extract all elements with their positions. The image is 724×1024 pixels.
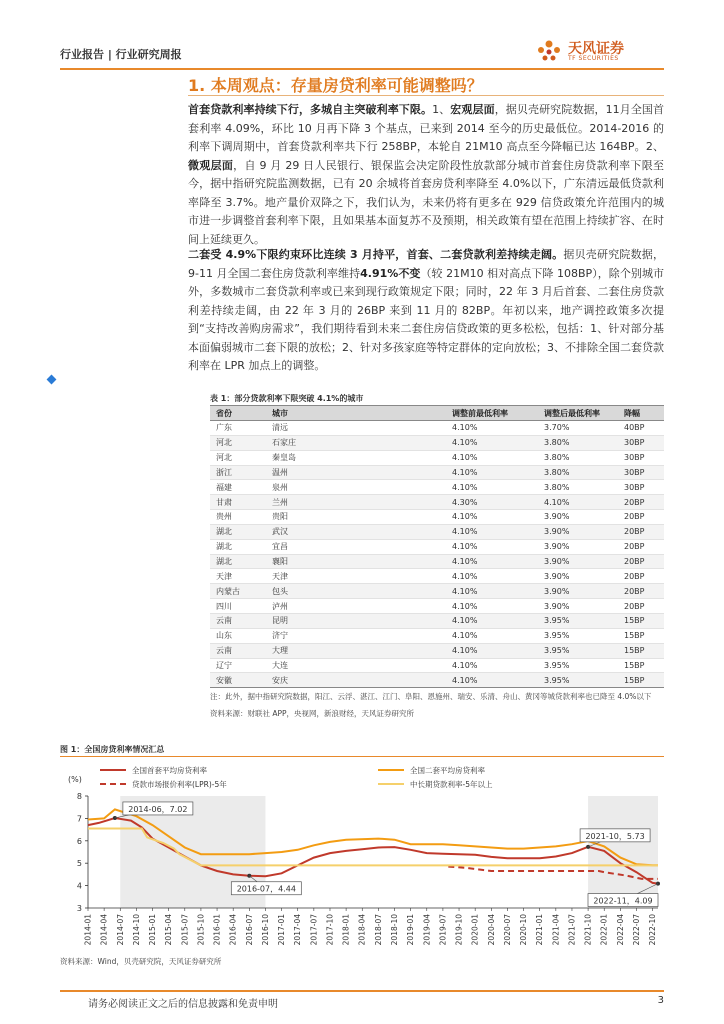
table-cell-province: 湖北	[210, 524, 266, 539]
x-tick-label: 2021-07	[567, 914, 577, 946]
table-cell-rate-before: 4.10%	[446, 480, 538, 495]
table-row	[210, 524, 664, 539]
breadcrumb: 行业报告 | 行业研究周报	[60, 48, 182, 61]
page-number: 3	[657, 995, 664, 1006]
x-tick-label: 2021-04	[551, 914, 561, 946]
table-cell-province: 湖北	[210, 539, 266, 554]
table-cell-rate-drop: 30BP	[618, 435, 664, 450]
table-cell-rate-before: 4.10%	[446, 450, 538, 465]
table-cell-rate-before: 4.10%	[446, 539, 538, 554]
x-tick-label: 2015-04	[164, 914, 174, 946]
para2-lead: 二套受 4.9%下限约束环比连续 3 月持平，首套、二套贷款利差持续走阔。	[188, 248, 564, 261]
table-cell-rate-before: 4.30%	[446, 495, 538, 510]
table-cell-city: 天津	[266, 569, 446, 584]
table-cell-rate-after: 3.80%	[538, 450, 618, 465]
table-cell-province: 甘肃	[210, 495, 266, 510]
shaded-period-1	[588, 796, 658, 908]
table-cell-rate-before: 4.10%	[446, 465, 538, 480]
y-axis-label: (%)	[68, 775, 82, 784]
x-tick-label: 2016-01	[212, 914, 222, 946]
paragraph-first-home-rate	[188, 101, 664, 249]
x-tick-label: 2014-04	[99, 914, 109, 946]
table-header-row	[210, 406, 664, 421]
table-cell-rate-after: 3.90%	[538, 584, 618, 599]
table-cell-city: 昆明	[266, 613, 446, 628]
table-cell-rate-after: 3.70%	[538, 421, 618, 436]
table-cell-city: 贵阳	[266, 510, 446, 525]
table-cell-rate-before: 4.10%	[446, 628, 538, 643]
table-cell-rate-drop: 30BP	[618, 450, 664, 465]
table-cell-rate-drop: 20BP	[618, 524, 664, 539]
x-tick-label: 2014-07	[115, 914, 125, 946]
table-row	[210, 613, 664, 628]
table-cell-rate-drop: 20BP	[618, 495, 664, 510]
page-header	[60, 38, 664, 68]
figure-title: 图 1：全国房贷利率情况汇总	[60, 745, 165, 754]
y-tick-label: 8	[76, 792, 82, 801]
x-tick-label: 2019-04	[422, 914, 432, 946]
table-cell-rate-after: 3.80%	[538, 465, 618, 480]
table-header-before: 调整前最低利率	[446, 406, 538, 421]
table-row	[210, 584, 664, 599]
para1-lead: 首套贷款利率持续下行，多城自主突破利率下限。	[188, 103, 433, 116]
x-tick-label: 2020-04	[486, 914, 496, 946]
table-cell-city: 宜昌	[266, 539, 446, 554]
x-tick-label: 2018-04	[357, 914, 367, 946]
x-tick-label: 2021-10	[583, 914, 593, 946]
footer-divider	[60, 990, 664, 992]
table-cell-rate-after: 3.90%	[538, 510, 618, 525]
figure-source: 资料来源：Wind，贝壳研究院，天风证券研究所	[60, 957, 222, 966]
x-tick-label: 2020-10	[519, 914, 529, 946]
header-divider	[60, 68, 664, 70]
table-row	[210, 495, 664, 510]
para2-body2: （较 21M10 相对高点下降 108BP），除个别城市外，多数城市二套贷款利率或已来到现行政策规定下限；同时，22 年 3 月后首套、二套住房贷款利差持续走阔，由 22 年 3 月的 26BP 来到 11 月的 82BP。年初以来，地产调控政策多次提到“支持改善购房需求”，我们期待看到未来二套住房信贷政策的更多松松，包括：1、针对部分基本面偏弱城市二套下限的放松；2、针对多孩家庭等特定群体的定向放松；3、不排除全国二套贷款利率在 LPR 加点上的调整。	[188, 266, 664, 372]
table-row	[210, 628, 664, 643]
table-cell-rate-drop: 15BP	[618, 613, 664, 628]
table-cell-city: 大连	[266, 658, 446, 673]
table-row	[210, 510, 664, 525]
annotation-label-1: 2016-07，4.44	[236, 884, 296, 894]
table-row	[210, 599, 664, 614]
table-cell-rate-after: 3.95%	[538, 658, 618, 673]
y-tick-label: 3	[76, 904, 82, 913]
logo-icon	[534, 38, 564, 66]
table-row	[210, 450, 664, 465]
table-cell-rate-before: 4.10%	[446, 510, 538, 525]
x-tick-label: 2017-07	[309, 914, 319, 946]
x-tick-label: 2017-10	[325, 914, 335, 946]
table-cell-province: 河北	[210, 435, 266, 450]
diamond-bullet-icon	[47, 375, 57, 385]
x-tick-label: 2017-04	[293, 914, 303, 946]
para1-body1: 1、	[432, 103, 451, 116]
x-tick-label: 2020-01	[470, 914, 480, 946]
x-tick-label: 2015-10	[196, 914, 206, 946]
table-cell-rate-before: 4.10%	[446, 658, 538, 673]
x-tick-label: 2020-07	[502, 914, 512, 946]
x-tick-label: 2018-10	[390, 914, 400, 946]
table-cell-city: 泉州	[266, 480, 446, 495]
annotation-label-3: 2022-11，4.09	[593, 896, 653, 906]
table-cell-province: 辽宁	[210, 658, 266, 673]
table-cell-province: 浙江	[210, 465, 266, 480]
section-title: 1. 本周观点：存量房贷利率可能调整吗？	[188, 76, 483, 95]
table-cell-city: 石家庄	[266, 435, 446, 450]
x-tick-label: 2022-01	[599, 914, 609, 946]
x-tick-label: 2022-07	[631, 914, 641, 946]
table-cell-rate-drop: 15BP	[618, 628, 664, 643]
table-row	[210, 643, 664, 658]
table-cell-rate-after: 3.80%	[538, 480, 618, 495]
table-cell-rate-drop: 15BP	[618, 643, 664, 658]
table-cell-rate-before: 4.10%	[446, 554, 538, 569]
table-title: 表 1：部分贷款利率下限突破 4.1%的城市	[210, 394, 364, 403]
table-cell-rate-drop: 20BP	[618, 539, 664, 554]
table-cell-province: 云南	[210, 613, 266, 628]
table-cell-city: 武汉	[266, 524, 446, 539]
x-tick-label: 2017-01	[277, 914, 287, 946]
y-tick-label: 6	[76, 836, 82, 846]
x-tick-label: 2022-04	[615, 914, 625, 946]
table-cell-city: 泸州	[266, 599, 446, 614]
table-cell-rate-drop: 30BP	[618, 465, 664, 480]
table-cell-rate-drop: 30BP	[618, 480, 664, 495]
table-cell-province: 贵州	[210, 510, 266, 525]
legend-label-0: 全国首套平均房贷利率	[132, 766, 207, 775]
table-cell-rate-after: 3.90%	[538, 569, 618, 584]
mortgage-rate-chart	[60, 760, 664, 954]
table-row	[210, 480, 664, 495]
table-row	[210, 673, 664, 688]
table-cell-province: 湖北	[210, 554, 266, 569]
table-cell-rate-after: 3.90%	[538, 554, 618, 569]
table-row	[210, 421, 664, 436]
table-cell-rate-before: 4.10%	[446, 643, 538, 658]
x-tick-label: 2019-07	[438, 914, 448, 946]
y-tick-label: 5	[76, 859, 82, 869]
section-divider	[188, 95, 664, 96]
table-cell-province: 云南	[210, 643, 266, 658]
table-cell-rate-before: 4.10%	[446, 673, 538, 688]
table-cell-rate-drop: 15BP	[618, 673, 664, 688]
table-cell-rate-after: 4.10%	[538, 495, 618, 510]
figure-divider	[60, 756, 664, 757]
x-tick-label: 2015-07	[180, 914, 190, 946]
table-body	[210, 421, 664, 688]
table-row	[210, 569, 664, 584]
table-cell-rate-after: 3.95%	[538, 673, 618, 688]
x-tick-label: 2016-10	[260, 914, 270, 946]
para1-policy-label: 微观层面	[188, 158, 234, 172]
table-cell-rate-drop: 20BP	[618, 599, 664, 614]
annotation-label-2: 2021-10，5.73	[585, 831, 645, 841]
x-tick-label: 2018-01	[341, 914, 351, 946]
table-cell-rate-drop: 20BP	[618, 554, 664, 569]
table-cell-province: 内蒙古	[210, 584, 266, 599]
x-tick-label: 2014-10	[131, 914, 141, 946]
x-tick-label: 2021-01	[535, 914, 545, 946]
logo-text: 天风证券	[568, 41, 624, 57]
table-cell-city: 大理	[266, 643, 446, 658]
table-row	[210, 658, 664, 673]
table-source: 资料来源：财联社 APP，央视网，新浪财经，天风证券研究所	[210, 709, 415, 719]
table-row	[210, 554, 664, 569]
table-cell-rate-after: 3.90%	[538, 599, 618, 614]
table-note: 注：此外，据中指研究院数据，阳江、云浮、湛江、江门、阜阳、恩施州、瑞安、乐清、舟山、黄冈等城贷款利率也已降至 4.0%以下	[210, 692, 652, 702]
table-cell-rate-before: 4.10%	[446, 584, 538, 599]
table-cell-rate-drop: 20BP	[618, 584, 664, 599]
x-tick-label: 2015-01	[148, 914, 158, 946]
para1-body2: ，据贝壳研究院数据，11月全国首套利率 4.09%，环比 10 月再下降 3 个基点，已来到 2014 至今的历史最低位。2014-2016 的利率下调周期中，首套贷款利率共下行 258BP，本轮自 21M10 高点至今降幅已达 164BP。2、	[188, 103, 665, 153]
annotation-marker-2	[586, 845, 590, 849]
x-tick-label: 2016-07	[244, 914, 254, 946]
para2-rate-highlight: 4.91%不变	[360, 266, 421, 280]
table-cell-rate-before: 4.10%	[446, 421, 538, 436]
table-cell-city: 温州	[266, 465, 446, 480]
table-cell-province: 广东	[210, 421, 266, 436]
table-cell-city: 济宁	[266, 628, 446, 643]
table-cell-province: 福建	[210, 480, 266, 495]
brand-logo	[534, 38, 664, 66]
para2-body1: 据贝壳研究院数据，9-11 月全国二套住房贷款利率维持	[188, 248, 665, 280]
footer-disclaimer: 请务必阅读正文之后的信息披露和免责申明	[88, 999, 278, 1010]
table-cell-city: 襄阳	[266, 554, 446, 569]
paragraph-second-home-rate	[188, 246, 664, 376]
table-cell-rate-after: 3.90%	[538, 524, 618, 539]
table-cell-city: 秦皇岛	[266, 450, 446, 465]
table-cell-rate-before: 4.10%	[446, 599, 538, 614]
x-tick-label: 2019-01	[406, 914, 416, 946]
x-tick-label: 2014-01	[83, 914, 93, 946]
table-cell-rate-drop: 20BP	[618, 510, 664, 525]
logo-subtext: TF SECURITIES	[568, 55, 619, 62]
para1-macro-label: 宏观层面	[450, 103, 495, 116]
annotation-marker-3	[656, 882, 660, 886]
table-header-city: 城市	[266, 406, 446, 421]
table-cell-city: 安庆	[266, 673, 446, 688]
annotation-label-0: 2014-06，7.02	[128, 804, 188, 814]
table-row	[210, 539, 664, 554]
table-cell-rate-after: 3.95%	[538, 643, 618, 658]
x-tick-label: 2018-07	[373, 914, 383, 946]
table-cell-rate-after: 3.90%	[538, 539, 618, 554]
x-tick-label: 2019-10	[454, 914, 464, 946]
table-cell-rate-drop: 20BP	[618, 569, 664, 584]
table-header-drop: 降幅	[618, 406, 664, 421]
table-cell-rate-drop: 15BP	[618, 658, 664, 673]
x-tick-label: 2016-04	[228, 914, 238, 946]
legend-label-2: 贷款市场报价利率(LPR)-5年	[132, 780, 227, 789]
table-cell-rate-before: 4.10%	[446, 613, 538, 628]
table-cell-rate-after: 3.95%	[538, 628, 618, 643]
table-cell-province: 四川	[210, 599, 266, 614]
table-row	[210, 435, 664, 450]
table-cell-city: 清远	[266, 421, 446, 436]
x-tick-label: 2022-10	[648, 914, 658, 946]
table-header-after: 调整后最低利率	[538, 406, 618, 421]
table-cell-rate-after: 3.95%	[538, 613, 618, 628]
table-cell-rate-before: 4.10%	[446, 569, 538, 584]
legend-label-1: 全国二套平均房贷利率	[410, 766, 485, 775]
table-header-province: 省份	[210, 406, 266, 421]
table-cell-city: 兰州	[266, 495, 446, 510]
legend-label-3: 中长期贷款利率-5年以上	[410, 780, 493, 789]
y-tick-label: 7	[76, 814, 82, 824]
y-tick-label: 4	[76, 881, 82, 891]
table-cell-province: 山东	[210, 628, 266, 643]
table-cell-rate-after: 3.80%	[538, 435, 618, 450]
table-cell-rate-drop: 40BP	[618, 421, 664, 436]
table-cell-rate-before: 4.10%	[446, 524, 538, 539]
para1-body3: ，自 9 月 29 日人民银行、银保监会决定阶段性放款部分城市首套住房贷款利率下限至今，据中指研究院监测数据，已有 20 余城将首套房贷利率降至 4.0%以下，广东清远最低贷款利率降至 3.7%。地产量价双降之下，我们认为，未来仍将有更多在 929 信贷政策允许范围内的城市进一步调整首套利率下限，且如果基本面复苏不及预期，相关政策有望在范围上持续扩容、在时间上延续更久。	[188, 158, 665, 246]
rate-table-section	[210, 392, 664, 719]
table-cell-rate-before: 4.10%	[446, 435, 538, 450]
rate-table	[210, 405, 664, 688]
table-cell-province: 安徽	[210, 673, 266, 688]
table-cell-province: 河北	[210, 450, 266, 465]
table-cell-city: 包头	[266, 584, 446, 599]
table-cell-province: 天津	[210, 569, 266, 584]
table-row	[210, 465, 664, 480]
